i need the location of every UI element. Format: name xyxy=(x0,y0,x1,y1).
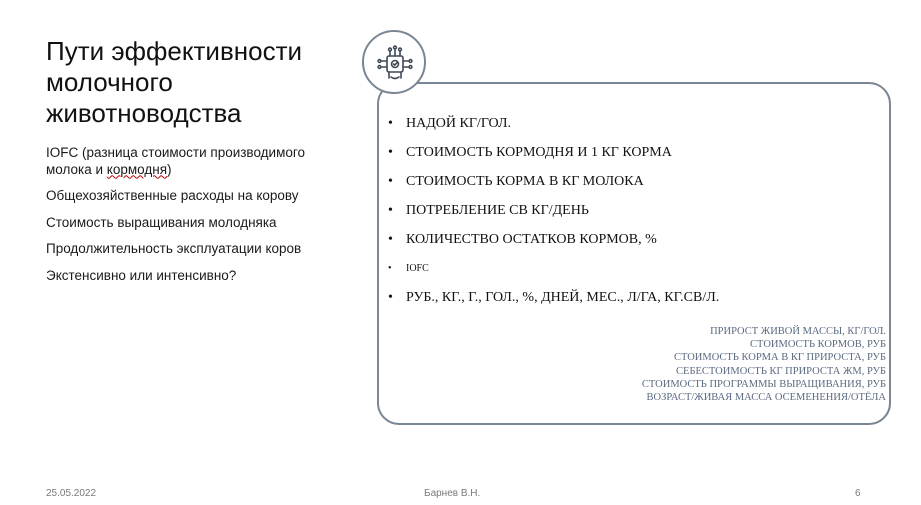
left-item-cow-lifespan: Продолжительность эксплуатации коров xyxy=(46,241,302,256)
right-item-feed-cost: СТОИМОСТЬ КОРМОВ, РУБ xyxy=(750,339,886,351)
left-item-iofc-suffix: ) xyxy=(167,161,172,177)
bullet-list xyxy=(388,115,868,318)
left-item-iofc-text: IOFC (разница стоимости производимого молока и xyxy=(46,145,306,177)
spellcheck-word: кормодня xyxy=(106,161,168,177)
footer-date: 25.05.2022 xyxy=(46,488,97,499)
bullet-feed-day-cost: • СТОИМОСТЬ КОРМОДНЯ И 1 КГ КОРМА xyxy=(388,144,868,162)
slide-title: Пути эффективности молочного животноводства xyxy=(46,36,303,128)
badge xyxy=(362,30,426,94)
bullet-dm-intake: • ПОТРЕБЛЕНИЕ СВ КГ/ДЕНЬ xyxy=(388,202,868,220)
chip-hand-icon xyxy=(376,44,416,84)
right-item-weight-gain: ПРИРОСТ ЖИВОЙ МАССЫ, КГ/ГОЛ. xyxy=(710,326,886,337)
right-item-rearing-program-cost: СТОИМОСТЬ ПРОГРАММЫ ВЫРАЩИВАНИЯ, РУБ xyxy=(641,378,886,390)
left-list xyxy=(46,145,346,294)
left-item-overhead: Общехозяйственные расходы на корову xyxy=(46,188,299,203)
right-item-age-weight-insemination: ВОЗРАСТ/ЖИВАЯ МАССА ОСЕМЕНЕНИЯ/ОТЁЛА xyxy=(646,392,886,404)
right-item-cost-per-kg-gain: СЕБЕСТОИМОСТЬ КГ ПРИРОСТА ЖМ, РУБ xyxy=(676,365,886,377)
right-list xyxy=(642,325,886,404)
bullet-units: • РУБ., КГ., Г., ГОЛ., %, ДНЕЙ, МЕС., Л/ГА, КГ.СВ/Л. xyxy=(388,289,868,307)
bullet-feed-leftovers: • КОЛИЧЕСТВО ОСТАТКОВ КОРМОВ, % xyxy=(388,231,868,249)
bullet-feed-cost-per-kg-milk: • СТОИМОСТЬ КОРМА В КГ МОЛОКА xyxy=(388,173,868,191)
right-item-feed-cost-per-kg-gain: СТОИМОСТЬ КОРМА В КГ ПРИРОСТА, РУБ xyxy=(673,352,886,364)
left-item-extensive-intensive: Экстенсивно или интенсивно? xyxy=(46,267,237,283)
left-item-iofc xyxy=(46,145,346,178)
left-item-young-stock: Стоимость выращивания молодняка xyxy=(46,214,277,230)
bullet-milk-yield: • НАДОЙ КГ/ГОЛ. xyxy=(388,115,868,133)
footer-author: Барнев В.Н. xyxy=(424,488,481,499)
bullet-iofc: • IOFC xyxy=(388,260,868,278)
footer-page-number: 6 xyxy=(855,488,861,499)
